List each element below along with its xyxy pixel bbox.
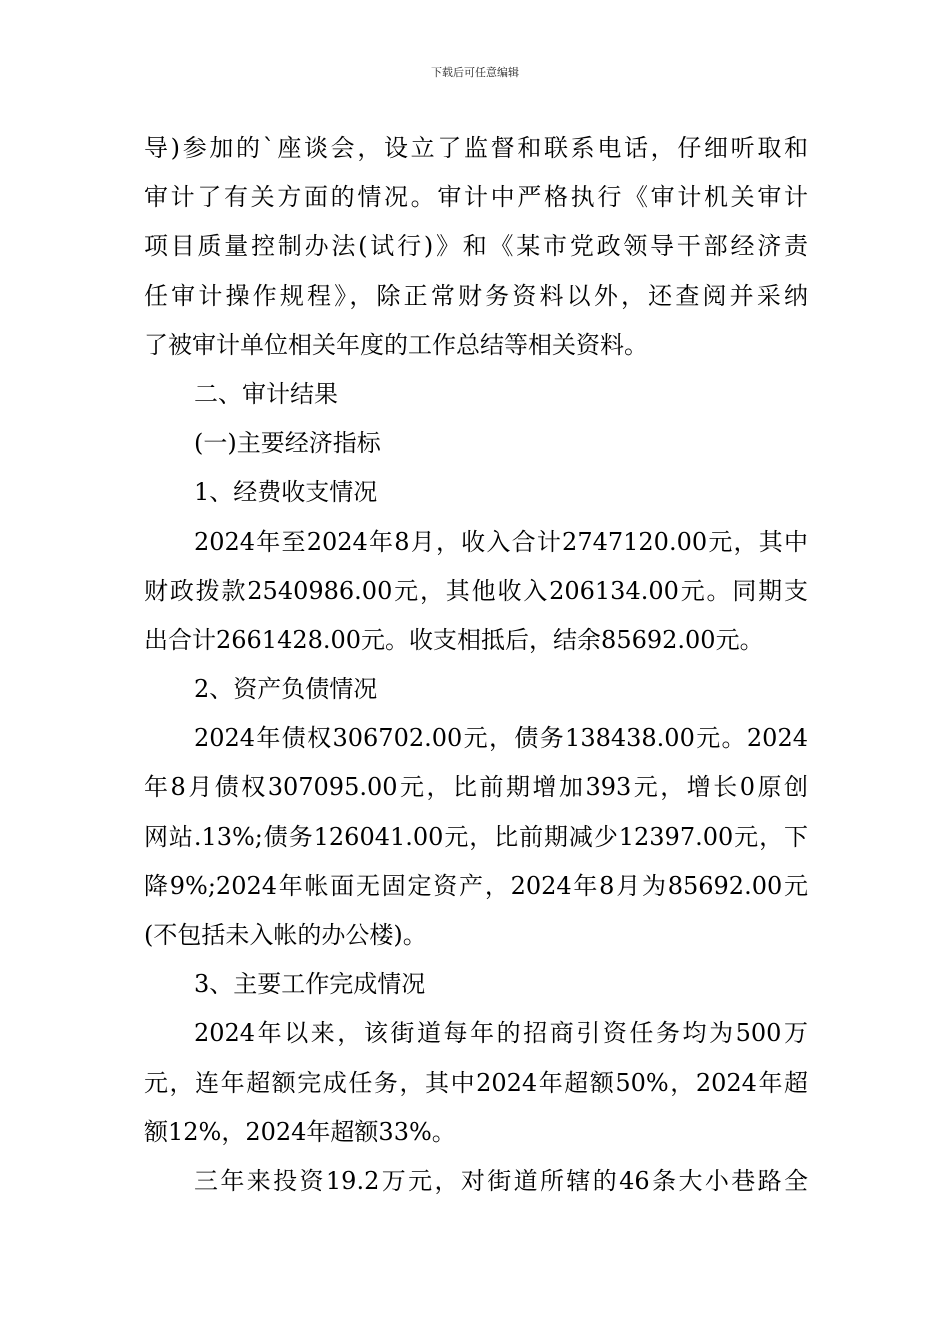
paragraph-line: 额12%，2024年超额33%。 (144, 1117, 456, 1146)
paragraph-line: 2024年以来，该街道每年的招商引资任务均为500万 (194, 1019, 808, 1048)
item-heading: 1、经费收支情况 (194, 478, 378, 507)
paragraph-line: 了被审计单位相关年度的工作总结等相关资料。 (144, 330, 648, 359)
paragraph-line: 降9%;2024年帐面无固定资产，2024年8月为85692.00元 (144, 871, 808, 900)
section-heading: 二、审计结果 (194, 379, 338, 408)
page-header-note: 下载后可任意编辑 (431, 66, 519, 79)
paragraph-line: 出合计2661428.00元。收支相抵后，结余85692.00元。 (144, 625, 764, 654)
paragraph-line: 网站.13%;债务126041.00元，比前期减少12397.00元，下 (144, 822, 808, 851)
paragraph-line: 元，连年超额完成任务，其中2024年超额50%，2024年超 (144, 1068, 808, 1097)
paragraph-line: 2024年债权306702.00元，债务138438.00元。2024 (194, 724, 808, 753)
paragraph-line: 审计了有关方面的情况。审计中严格执行《审计机关审计 (144, 183, 808, 212)
subsection-heading: (一)主要经济指标 (194, 429, 381, 458)
paragraph-line: 导)参加的`座谈会，设立了监督和联系电话，仔细听取和 (144, 134, 808, 162)
paragraph-line: 三年来投资19.2万元，对街道所辖的46条大小巷路全 (194, 1166, 808, 1195)
paragraph-line: 任审计操作规程》，除正常财务资料以外，还查阅并采纳 (144, 281, 808, 310)
paragraph-line: 财政拨款2540986.00元，其他收入206134.00元。同期支 (144, 576, 808, 605)
paragraph-line: 2024年至2024年8月，收入合计2747120.00元，其中 (194, 527, 808, 556)
paragraph-line: (不包括未入帐的办公楼)。 (144, 921, 427, 949)
document-body (144, 124, 808, 1206)
paragraph-line: 年8月债权307095.00元，比前期增加393元，增长0原创 (144, 773, 808, 802)
paragraph-line: 项目质量控制办法(试行)》和《某市党政领导干部经济责 (144, 232, 808, 261)
item-heading: 2、资产负债情况 (194, 675, 378, 704)
item-heading: 3、主要工作完成情况 (194, 970, 426, 999)
